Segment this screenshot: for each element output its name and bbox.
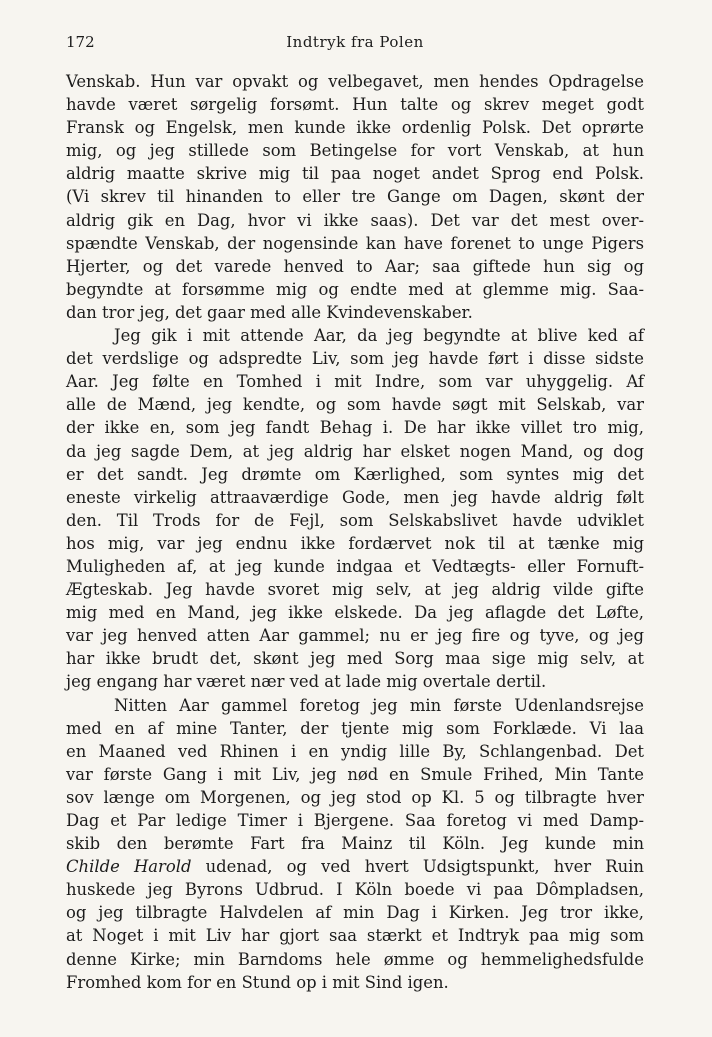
text-line: da jeg sagde Dem, at jeg aldrig har elsket nogen Mand, og dog bbox=[66, 441, 644, 461]
running-title: Indtryk fra Polen bbox=[286, 33, 424, 51]
text-line: Muligheden af, at jeg kunde indgaa et Vedtægts- eller Fornuft- bbox=[66, 556, 644, 576]
text-line: Ægteskab. Jeg havde svoret mig selv, at jeg aldrig vilde gifte bbox=[66, 580, 644, 600]
text-line-with-italic-title: Childe Harold udenad, og ved hvert Udsigtspunkt, hver Ruin bbox=[66, 857, 644, 877]
text-line: mig med en Mand, jeg ikke elskede. Da jeg aflagde det Løfte, bbox=[66, 603, 644, 623]
text-line: Aar. Jeg følte en Tomhed i mit Indre, som var uhyggelig. Af bbox=[66, 372, 644, 392]
text-line: der ikke en, som jeg fandt Behag i. De har ikke villet tro mig, bbox=[66, 418, 644, 438]
paragraph-first-line: Nitten Aar gammel foretog jeg min første Udenlandsrejse bbox=[114, 695, 644, 715]
body-text bbox=[66, 70, 644, 994]
text-line: Dag et Par ledige Timer i Bjergene. Saa foretog vi med Damp- bbox=[66, 811, 644, 830]
text-line: havde været sørgelig forsømt. Hun talte og skrev meget godt bbox=[66, 95, 644, 115]
text-line: denne Kirke; min Barndoms hele ømme og hemmelighedsfulde bbox=[66, 949, 644, 969]
page-number: 172 bbox=[66, 33, 95, 51]
text-line: begyndte at forsømme mig og endte med at glemme mig. Saa- bbox=[66, 279, 644, 299]
text-line: dan tror jeg, det gaar med alle Kvindevenskaber. bbox=[66, 302, 473, 322]
text-line: en Maaned ved Rhinen i en yndig lille By, Schlangenbad. Det bbox=[66, 741, 644, 761]
text-line: den. Til Trods for de Fejl, som Selskabslivet havde udviklet bbox=[66, 510, 644, 530]
text-line: med en af mine Tanter, der tjente mig som Forklæde. Vi laa bbox=[66, 718, 644, 738]
text-line: Venskab. Hun var opvakt og velbegavet, men hendes Opdragelse bbox=[66, 72, 644, 91]
text-line: huskede jeg Byrons Udbrud. I Köln boede vi paa Dômpladsen, bbox=[66, 880, 644, 900]
text-line: og jeg tilbragte Halvdelen af min Dag i Kirken. Jeg tror ikke, bbox=[66, 903, 644, 923]
text-line: skib den berømte Fart fra Mainz til Köln. Jeg kunde min bbox=[66, 834, 644, 854]
text-line: Fransk og Engelsk, men kunde ikke ordenlig Polsk. Det oprørte bbox=[66, 118, 644, 138]
text-line: aldrig maatte skrive mig til paa noget andet Sprog end Polsk. bbox=[66, 164, 644, 184]
text-line: at Noget i mit Liv har gjort saa stærkt et Indtryk paa mig som bbox=[66, 926, 644, 946]
text-line: har ikke brudt det, skønt jeg med Sorg maa sige mig selv, at bbox=[66, 649, 644, 669]
text-line: eneste virkelig attraaværdige Gode, men jeg havde aldrig følt bbox=[66, 487, 644, 507]
text-line: hos mig, var jeg endnu ikke fordærvet nok til at tænke mig bbox=[66, 533, 644, 553]
text-line: (Vi skrev til hinanden to eller tre Gange om Dagen, skønt der bbox=[66, 187, 644, 207]
text-line: er det sandt. Jeg drømte om Kærlighed, som syntes mig det bbox=[66, 464, 644, 484]
paragraph-first-line: Jeg gik i mit attende Aar, da jeg begyndte at blive ked af bbox=[114, 326, 644, 346]
text-line: var første Gang i mit Liv, jeg nød en Smule Frihed, Min Tante bbox=[66, 764, 644, 784]
book-title-italic: Childe Harold bbox=[66, 857, 192, 877]
text-line: det verdslige og adspredte Liv, som jeg havde ført i disse sidste bbox=[66, 349, 644, 369]
text-line: Hjerter, og det varede henved to Aar; saa giftede hun sig og bbox=[66, 256, 644, 276]
text-line: mig, og jeg stillede som Betingelse for vort Venskab, at hun bbox=[66, 141, 644, 161]
text-line: sov længe om Morgenen, og jeg stod op Kl. 5 og tilbragte hver bbox=[66, 787, 644, 807]
text-line: aldrig gik en Dag, hvor vi ikke saas). Det var det mest over- bbox=[66, 210, 644, 230]
page-header bbox=[66, 33, 644, 55]
text-line: jeg engang har været nær ved at lade mig overtale dertil. bbox=[66, 672, 547, 692]
text-line: spændte Venskab, der nogensinde kan have forenet to unge Pigers bbox=[66, 233, 644, 253]
text-line: alle de Mænd, jeg kendte, og som havde søgt mit Selskab, var bbox=[66, 395, 644, 415]
text-line: var jeg henved atten Aar gammel; nu er jeg fire og tyve, og jeg bbox=[66, 626, 644, 646]
text-line: Fromhed kom for en Stund op i mit Sind igen. bbox=[66, 972, 449, 992]
